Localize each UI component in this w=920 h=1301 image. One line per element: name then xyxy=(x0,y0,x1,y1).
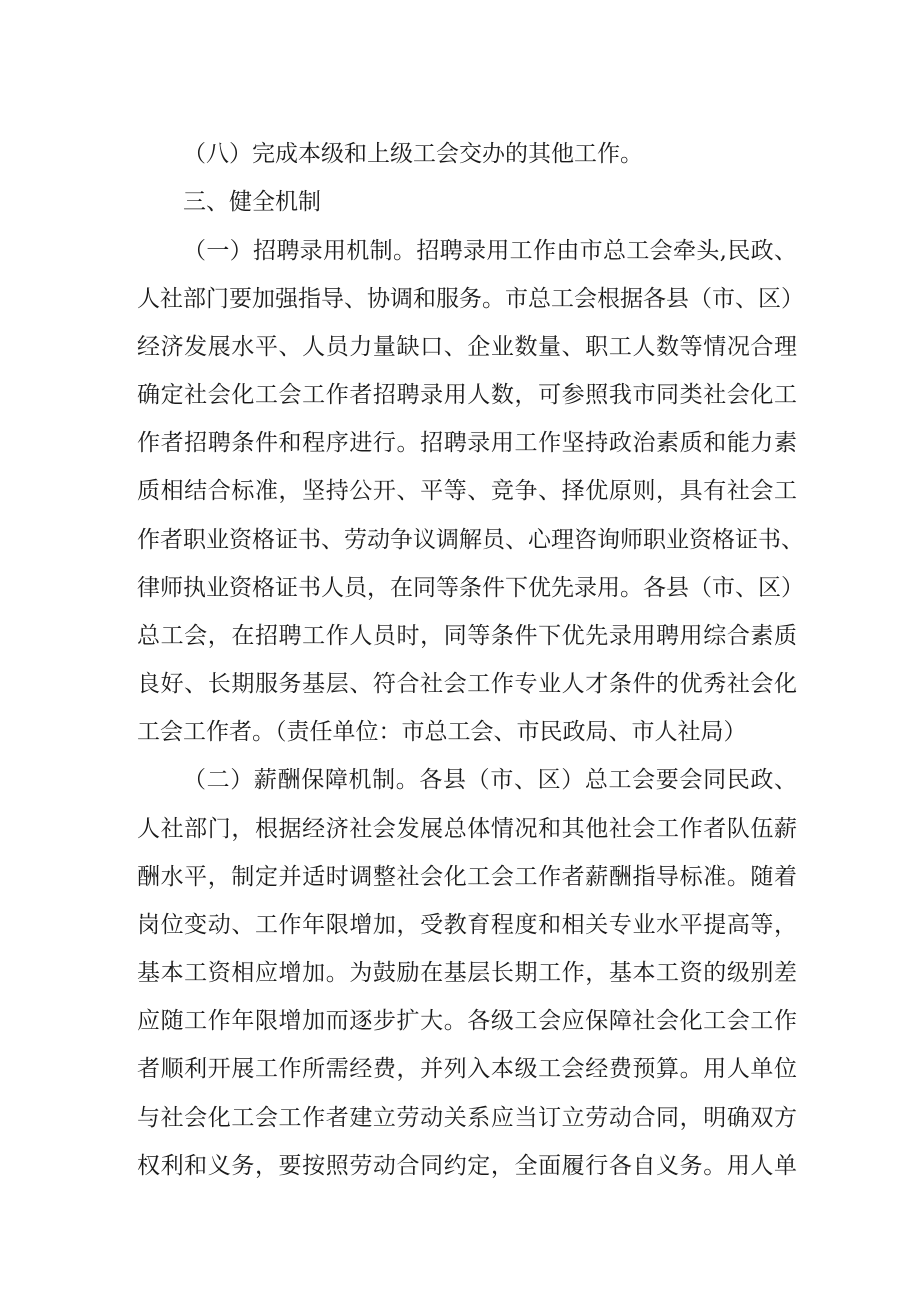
paragraph-salary-line: 者顺利开展工作所需经费，并列入本级工会经费预算。用人单位 xyxy=(137,1056,797,1082)
paragraph-recruitment-line: 经济发展水平、人员力量缺口、企业数量、职工人数等情况合理 xyxy=(137,334,797,360)
paragraph-recruitment-line: 工会工作者。（责任单位：市总工会、市民政局、市人社局） xyxy=(137,719,747,745)
paragraph-recruitment-line: 作者职业资格证书、劳动争议调解员、心理咨询师职业资格证书、 xyxy=(137,527,804,553)
paragraph-recruitment-line: 总工会，在招聘工作人员时，同等条件下优先录用聘用综合素质 xyxy=(137,623,797,649)
section-heading-mechanism: 三、健全机制 xyxy=(183,189,321,215)
paragraph-recruitment-line: 质相结合标准，坚持公开、平等、竞争、择优原则，具有社会工 xyxy=(137,478,797,504)
paragraph-salary-line: （二）薪酬保障机制。各县（市、区）总工会要会同民政、 xyxy=(183,767,797,793)
paragraph-salary-line: 岗位变动、工作年限增加，受教育程度和相关专业水平提高等， xyxy=(137,912,797,938)
paragraph-recruitment-line: 人社部门要加强指导、协调和服务。市总工会根据各县（市、区） xyxy=(137,286,804,312)
paragraph-salary-line: 人社部门，根据经济社会发展总体情况和其他社会工作者队伍薪 xyxy=(137,816,797,842)
paragraph-recruitment-line: 律师执业资格证书人员，在同等条件下优先录用。各县（市、区） xyxy=(137,575,804,601)
paragraph-recruitment-line: （一）招聘录用机制。招聘录用工作由市总工会牵头,民政、 xyxy=(183,238,797,264)
paragraph-salary-line: 应随工作年限增加而逐步扩大。各级工会应保障社会化工会工作 xyxy=(137,1008,797,1034)
paragraph-recruitment-line: 良好、长期服务基层、符合社会工作专业人才条件的优秀社会化 xyxy=(137,671,797,697)
paragraph-recruitment-line: 作者招聘条件和程序进行。招聘录用工作坚持政治素质和能力素 xyxy=(137,430,797,456)
paragraph-salary-line: 酬水平，制定并适时调整社会化工会工作者薪酬指导标准。随着 xyxy=(137,864,797,890)
paragraph-salary-line: 基本工资相应增加。为鼓励在基层长期工作，基本工资的级别差 xyxy=(137,960,797,986)
paragraph-salary-line: 与社会化工会工作者建立劳动关系应当订立劳动合同，明确双方 xyxy=(137,1105,797,1131)
paragraph-recruitment-line: 确定社会化工会工作者招聘录用人数，可参照我市同类社会化工 xyxy=(137,382,797,408)
paragraph-item-8-line: （八）完成本级和上级工会交办的其他工作。 xyxy=(183,141,643,167)
paragraph-salary-line: 权利和义务，要按照劳动合同约定，全面履行各自义务。用人单 xyxy=(137,1153,797,1179)
